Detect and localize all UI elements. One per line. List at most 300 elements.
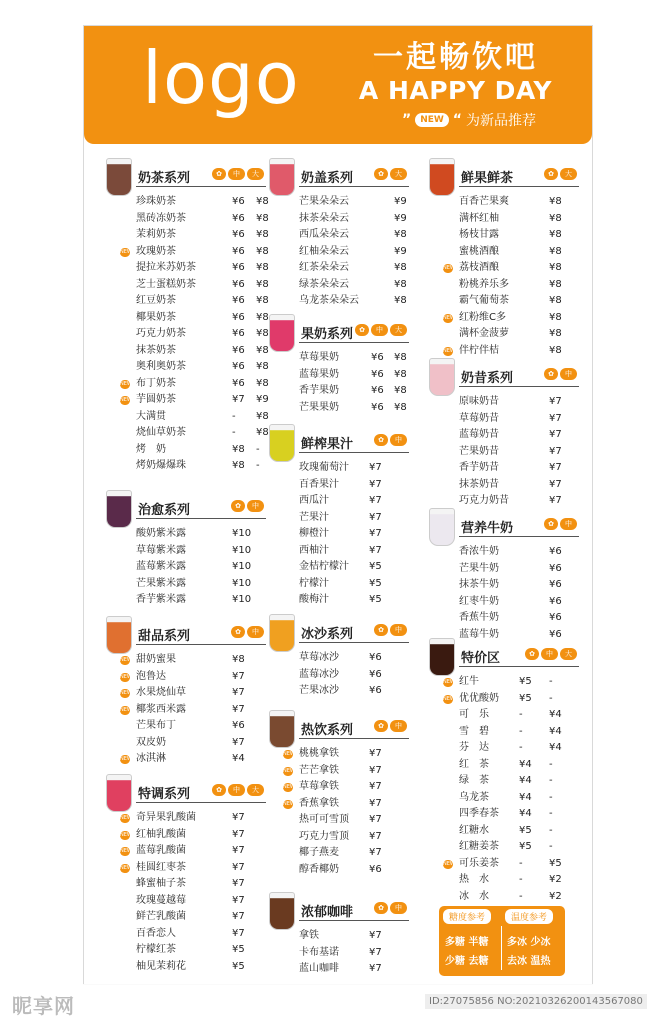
item-name: 蜂蜜柚子茶 <box>136 878 186 889</box>
item-name: 桃桃拿铁 <box>299 748 339 759</box>
section-underline <box>299 738 409 739</box>
menu-item <box>269 493 409 510</box>
item-name: 红茶朵朵云 <box>299 262 349 273</box>
item-price-large: ¥6 <box>549 628 562 640</box>
new-badge-icon: NEW <box>120 706 132 713</box>
item-price-medium: ¥7 <box>369 781 382 792</box>
item-name: 霸气葡萄茶 <box>459 295 509 306</box>
size-pill: 中 <box>390 902 407 914</box>
item-price-large: ¥7 <box>549 445 562 457</box>
drink-cup-icon <box>269 614 295 652</box>
menu-item <box>106 442 266 459</box>
size-pill: 大 <box>390 324 407 336</box>
item-price-large: ¥8 <box>394 401 407 413</box>
new-badge-icon: NEW <box>120 397 132 403</box>
item-name: 芒果奶昔 <box>459 445 499 457</box>
item-name: 茉莉奶茶 <box>136 229 176 240</box>
cup-size-icon: ✿ <box>212 784 226 796</box>
menu-item <box>269 526 409 543</box>
menu-item <box>269 510 409 527</box>
item-name: 满杯金菠萝 <box>459 328 509 339</box>
item-price-medium: ¥5 <box>369 577 382 589</box>
menu-section <box>106 778 266 975</box>
item-name: 珍珠奶茶 <box>136 196 176 207</box>
menu-item <box>269 194 409 211</box>
item-price-large: ¥8 <box>549 344 562 356</box>
menu-item <box>269 260 409 277</box>
drink-cup-icon <box>429 158 455 196</box>
menu-item <box>429 856 579 873</box>
menu-item <box>429 610 579 627</box>
item-name: 巧克力奶昔 <box>459 495 509 506</box>
size-legend <box>374 434 407 446</box>
item-price-medium: ¥6 <box>232 311 245 323</box>
menu-item <box>106 425 269 442</box>
item-price-large: - <box>256 460 260 471</box>
item-price-large: - <box>549 676 553 687</box>
menu-board <box>83 25 593 985</box>
menu-item <box>106 376 269 393</box>
item-name: 红糖姜茶 <box>459 841 499 852</box>
menu-item <box>429 211 579 228</box>
item-name: 烧仙草奶茶 <box>136 427 186 438</box>
item-price-medium: - <box>519 890 523 902</box>
size-legend <box>544 368 577 380</box>
drink-cup-icon <box>429 508 455 546</box>
menu-item <box>106 260 269 277</box>
item-price-medium: ¥6 <box>232 295 245 306</box>
item-name: 芒果果奶 <box>299 401 339 413</box>
item-name: 芬 达 <box>459 742 489 753</box>
cup-size-icon: ✿ <box>374 434 388 446</box>
item-price-large: ¥9 <box>394 212 407 224</box>
size-legend <box>212 168 264 180</box>
section-underline <box>136 644 266 645</box>
item-price-large: ¥6 <box>549 612 562 623</box>
item-name: 玫瑰蔓越莓 <box>136 894 186 906</box>
cup-size-icon: ✿ <box>374 902 388 914</box>
sweetness-options-1: 多糖 半糖 <box>445 937 489 948</box>
item-price-medium: ¥6 <box>232 344 245 356</box>
section-header <box>106 162 266 192</box>
header-banner <box>84 26 592 144</box>
item-name: 冰 水 <box>459 890 489 902</box>
item-name: 雪 碧 <box>459 725 489 737</box>
item-price-medium: ¥7 <box>369 764 382 776</box>
sweetness-title: 糖度参考 <box>443 909 491 924</box>
item-price-large: ¥8 <box>256 427 269 438</box>
menu-section <box>106 162 269 475</box>
item-price-large: ¥8 <box>549 212 562 224</box>
item-price-medium: - <box>519 857 523 869</box>
section-title: 热饮系列 <box>301 723 354 738</box>
item-price-medium: ¥7 <box>369 748 382 759</box>
item-price-medium: ¥6 <box>232 361 245 372</box>
item-name: 布丁奶茶 <box>136 377 176 389</box>
item-price-large: ¥8 <box>256 344 269 356</box>
item-price-large: ¥4 <box>549 742 562 753</box>
menu-item <box>106 669 266 686</box>
item-price-medium: ¥7 <box>369 963 382 974</box>
item-name: 西瓜汁 <box>299 495 329 506</box>
item-name: 蓝莓果奶 <box>299 368 339 380</box>
item-price-medium: ¥7 <box>232 861 245 873</box>
item-name: 双皮奶 <box>136 736 166 748</box>
cup-size-icon: ✿ <box>374 720 388 732</box>
size-pill: 中 <box>390 720 407 732</box>
menu-item <box>106 718 266 735</box>
item-name: 荔枝酒酿 <box>459 262 499 273</box>
menu-item <box>269 862 409 879</box>
quote-right-icon: “ <box>452 112 462 128</box>
item-list <box>429 674 579 905</box>
item-price-large: ¥7 <box>549 462 562 473</box>
item-price-medium: ¥6 <box>371 385 384 396</box>
item-price-medium: ¥7 <box>369 462 382 473</box>
item-price-medium: ¥7 <box>369 478 382 490</box>
item-list <box>429 394 579 510</box>
item-price-medium: ¥7 <box>369 797 382 809</box>
menu-item <box>429 277 579 294</box>
drink-cup-icon <box>106 490 132 528</box>
item-list <box>106 194 269 475</box>
item-price-medium: ¥6 <box>232 262 245 273</box>
section-title: 果奶系列 <box>301 327 354 342</box>
item-price-medium: - <box>232 410 236 422</box>
new-badge-icon: NEW <box>283 784 295 790</box>
size-pill: 中 <box>247 500 264 512</box>
item-price-medium: ¥4 <box>519 775 532 786</box>
item-price-medium: ¥8 <box>232 654 245 665</box>
item-name: 黑砖冻奶茶 <box>136 212 186 224</box>
item-name: 芒果朵朵云 <box>299 196 349 207</box>
item-price-medium: ¥6 <box>232 229 245 240</box>
item-price-medium: ¥7 <box>232 394 245 405</box>
size-legend <box>374 720 407 732</box>
item-price-large: ¥8 <box>394 368 407 380</box>
item-price-medium: ¥8 <box>232 460 245 471</box>
section-title: 治愈系列 <box>138 503 191 518</box>
size-legend <box>544 168 577 180</box>
item-price-medium: ¥7 <box>232 736 245 748</box>
cup-size-icon: ✿ <box>374 624 388 636</box>
menu-section <box>106 494 266 609</box>
menu-item <box>429 326 579 343</box>
section-underline <box>459 666 579 667</box>
menu-item <box>429 411 579 428</box>
section-header <box>269 714 409 744</box>
new-badge-icon: NEW <box>443 695 455 702</box>
item-name: 红豆奶茶 <box>136 295 176 306</box>
new-legend-text: 为新品推荐 <box>466 113 536 129</box>
new-badge-icon: NEW <box>120 690 132 696</box>
item-name: 草莓拿铁 <box>299 781 339 792</box>
item-name: 椰浆西米露 <box>136 703 186 715</box>
item-name: 蓝莓牛奶 <box>459 628 499 640</box>
item-price-large: ¥8 <box>549 311 562 323</box>
item-name: 草莓紫米露 <box>136 544 186 556</box>
item-price-large: - <box>549 824 553 836</box>
section-underline <box>299 342 409 343</box>
item-price-large: ¥9 <box>256 394 269 405</box>
menu-item <box>429 477 579 494</box>
item-price-large: ¥5 <box>549 857 562 869</box>
cup-size-icon: ✿ <box>544 518 558 530</box>
item-name: 大满贯 <box>136 410 166 422</box>
sweetness-temperature-legend <box>439 906 565 976</box>
size-legend <box>231 500 264 512</box>
menu-item <box>106 652 266 669</box>
item-name: 香芋紫米露 <box>136 594 186 605</box>
menu-item <box>269 383 409 400</box>
size-legend <box>374 624 407 636</box>
menu-item <box>269 779 409 796</box>
section-header <box>429 512 579 542</box>
drink-cup-icon <box>269 424 295 462</box>
section-title: 甜品系列 <box>138 629 191 644</box>
menu-section <box>429 512 579 643</box>
item-price-medium: ¥7 <box>369 544 382 556</box>
section-underline <box>299 452 409 453</box>
item-price-large: ¥7 <box>549 478 562 490</box>
item-name: 蓝莓紫米露 <box>136 561 186 572</box>
menu-item <box>269 829 409 846</box>
watermark-bar <box>0 984 652 1024</box>
size-legend <box>544 518 577 530</box>
item-price-large: ¥2 <box>549 874 562 885</box>
item-price-medium: ¥7 <box>369 946 382 958</box>
item-name: 百香果汁 <box>299 478 339 490</box>
menu-item <box>429 460 579 477</box>
item-price-medium: ¥7 <box>232 845 245 856</box>
menu-section <box>429 162 579 359</box>
cup-size-icon: ✿ <box>544 368 558 380</box>
item-price-medium: ¥4 <box>519 791 532 803</box>
item-price-medium: ¥5 <box>519 841 532 852</box>
item-price-medium: ¥6 <box>369 652 382 663</box>
menu-item <box>269 796 409 813</box>
menu-item <box>429 707 579 724</box>
menu-item <box>429 790 579 807</box>
new-badge-icon: NEW <box>443 314 455 321</box>
item-price-medium: ¥6 <box>232 212 245 224</box>
item-price-large: ¥9 <box>394 196 407 207</box>
menu-item <box>106 751 266 768</box>
section-header <box>269 618 409 648</box>
new-badge-icon: NEW <box>120 657 132 663</box>
item-price-large: ¥7 <box>549 429 562 440</box>
menu-item <box>106 893 266 910</box>
size-pill: 中 <box>390 624 407 636</box>
item-name: 烤 奶 <box>136 443 166 455</box>
new-badge-icon: NEW <box>120 756 132 762</box>
item-name: 桂圆红枣茶 <box>136 861 186 873</box>
menu-item <box>269 763 409 780</box>
item-name: 红枣牛奶 <box>459 595 499 607</box>
menu-item <box>429 839 579 856</box>
menu-item <box>106 211 269 228</box>
quote-left-icon: ” <box>401 112 412 128</box>
section-title: 浓郁咖啡 <box>301 905 354 920</box>
item-name: 柠檬红茶 <box>136 944 176 955</box>
item-price-medium: ¥6 <box>369 685 382 696</box>
item-price-large: - <box>549 791 553 803</box>
item-price-large: - <box>549 758 553 770</box>
menu-section <box>269 428 409 609</box>
item-price-large: ¥8 <box>256 295 269 306</box>
temperature-options-1: 多冰 少冰 <box>507 937 551 948</box>
new-badge-icon: NEW <box>443 679 455 685</box>
menu-item <box>429 444 579 461</box>
new-badge-icon: NEW <box>443 860 455 867</box>
menu-item <box>429 806 579 823</box>
item-price-large: - <box>256 443 260 455</box>
item-price-medium: ¥4 <box>519 758 532 770</box>
item-name: 杨枝甘露 <box>459 229 499 240</box>
menu-section <box>429 642 579 905</box>
item-price-medium: ¥7 <box>369 814 382 825</box>
item-price-large: ¥8 <box>256 328 269 339</box>
item-name: 柚见茉莉花 <box>136 960 186 972</box>
item-name: 草莓冰沙 <box>299 652 339 663</box>
item-name: 金桔柠檬汁 <box>299 561 349 572</box>
item-name: 玫瑰奶茶 <box>136 245 176 257</box>
item-price-medium: ¥7 <box>232 828 245 840</box>
item-name: 可 乐 <box>459 709 489 720</box>
item-name: 冰淇淋 <box>136 753 166 764</box>
drink-cup-icon <box>429 358 455 396</box>
menu-item <box>269 367 409 384</box>
item-price-medium: ¥6 <box>232 278 245 290</box>
item-name: 红柚朵朵云 <box>299 245 349 257</box>
item-name: 柠檬汁 <box>299 577 329 589</box>
item-name: 抹茶牛奶 <box>459 579 499 590</box>
item-price-medium: ¥10 <box>232 544 252 556</box>
section-underline <box>136 186 266 187</box>
menu-item <box>106 227 269 244</box>
item-price-medium: ¥5 <box>369 594 382 605</box>
item-name: 卡布基诺 <box>299 946 339 958</box>
menu-item <box>429 260 579 277</box>
menu-item <box>269 945 409 962</box>
drink-cup-icon <box>429 638 455 676</box>
menu-item <box>269 477 409 494</box>
menu-item <box>429 823 579 840</box>
item-name: 香蕉拿铁 <box>299 797 339 809</box>
drink-cup-icon <box>106 158 132 196</box>
menu-item <box>106 277 269 294</box>
size-pill: 大 <box>247 784 264 796</box>
item-name: 芒果紫米露 <box>136 577 186 589</box>
section-title: 鲜榨果汁 <box>301 437 354 452</box>
item-list <box>429 544 579 643</box>
new-badge-icon: NEW <box>443 265 455 271</box>
new-badge-icon: NEW <box>283 767 295 774</box>
cup-size-icon: ✿ <box>355 324 369 336</box>
menu-item <box>269 211 409 228</box>
item-price-large: ¥8 <box>394 352 407 363</box>
menu-item <box>269 543 409 560</box>
size-pill: 中 <box>390 434 407 446</box>
item-price-large: ¥8 <box>256 377 269 389</box>
item-name: 芒果布丁 <box>136 720 176 731</box>
size-pill: 中 <box>247 626 264 638</box>
section-header <box>269 162 409 192</box>
section-underline <box>299 920 409 921</box>
section-header <box>106 620 266 650</box>
temperature-title: 温度参考 <box>505 909 553 924</box>
slogan-cn: 一起畅饮吧 <box>372 40 538 75</box>
item-list <box>269 928 409 978</box>
size-legend <box>374 168 407 180</box>
menu-item <box>269 683 409 700</box>
section-header <box>106 494 266 524</box>
item-name: 红糖水 <box>459 824 489 836</box>
item-price-medium: ¥6 <box>369 668 382 680</box>
item-price-large: ¥8 <box>256 262 269 273</box>
item-price-medium: ¥6 <box>232 720 245 731</box>
item-price-large: ¥8 <box>256 245 269 257</box>
menu-section <box>269 618 409 700</box>
size-pill: 大 <box>390 168 407 180</box>
menu-item <box>106 392 269 409</box>
item-price-medium: - <box>519 742 523 753</box>
item-price-large: - <box>549 841 553 852</box>
item-price-medium: ¥7 <box>369 495 382 506</box>
item-price-medium: ¥7 <box>232 670 245 682</box>
item-name: 满杯红柚 <box>459 212 499 224</box>
size-pill: 大 <box>560 648 577 660</box>
item-name: 泡鲁达 <box>136 670 166 682</box>
item-name: 椰子燕麦 <box>299 847 339 858</box>
menu-item <box>106 685 266 702</box>
section-title: 奶盖系列 <box>301 171 354 186</box>
item-list <box>269 460 409 609</box>
item-price-large: ¥8 <box>256 278 269 290</box>
menu-item <box>429 594 579 611</box>
item-name: 奇异果乳酸菌 <box>136 812 196 823</box>
size-legend <box>212 784 264 796</box>
item-price-large: ¥6 <box>549 562 562 574</box>
item-name: 乌龙茶朵朵云 <box>299 295 359 306</box>
menu-item <box>429 740 579 757</box>
menu-item <box>429 343 579 360</box>
item-price-medium: ¥5 <box>519 676 532 687</box>
item-price-medium: ¥6 <box>232 196 245 207</box>
item-price-large: - <box>549 808 553 819</box>
item-price-medium: - <box>519 709 523 720</box>
item-price-large: - <box>549 692 553 704</box>
menu-item <box>106 959 266 976</box>
item-price-medium: - <box>519 725 523 737</box>
menu-item <box>269 746 409 763</box>
item-name: 香蕉牛奶 <box>459 612 499 623</box>
drink-cup-icon <box>269 314 295 352</box>
new-badge-icon: NEW <box>283 751 295 757</box>
section-underline <box>136 802 266 803</box>
menu-item <box>429 872 579 889</box>
item-price-large: ¥4 <box>549 709 562 720</box>
item-name: 芋圆奶茶 <box>136 394 176 405</box>
slogan <box>359 40 552 106</box>
size-pill: 中 <box>560 368 577 380</box>
menu-item <box>106 876 266 893</box>
item-name: 蓝莓乳酸菌 <box>136 845 186 856</box>
menu-section <box>269 162 409 310</box>
item-name: 优优酸奶 <box>459 692 499 704</box>
menu-item <box>429 427 579 444</box>
cup-size-icon: ✿ <box>525 648 539 660</box>
